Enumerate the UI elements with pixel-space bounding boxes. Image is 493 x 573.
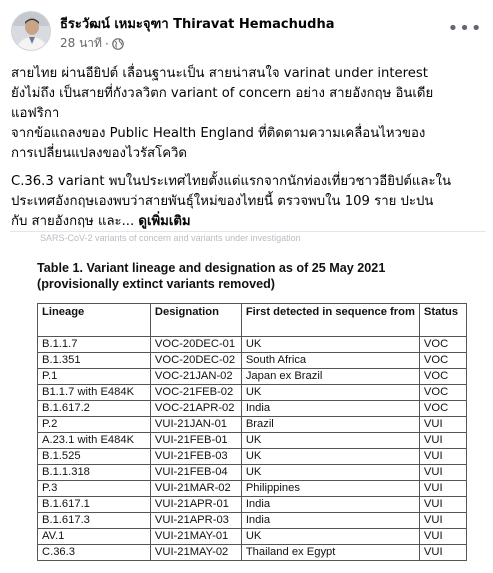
table-row bbox=[38, 337, 467, 353]
post-text-line-last bbox=[11, 212, 485, 232]
post-text-line: จากข้อแถลงของ Public Health England ที่ติดตามความเคลื่อนไหวของ bbox=[11, 126, 426, 141]
post-paragraph-1 bbox=[11, 64, 485, 164]
cell-status: VUI bbox=[419, 465, 466, 481]
cell-first-detected: Japan ex Brazil bbox=[241, 369, 419, 385]
cell-designation: VOC-21APR-02 bbox=[150, 401, 241, 417]
cell-designation: VUI-21FEB-01 bbox=[150, 433, 241, 449]
post-image[interactable] bbox=[10, 231, 486, 573]
profile-photo bbox=[12, 12, 51, 51]
post-paragraph-2 bbox=[11, 172, 485, 232]
table-row bbox=[38, 529, 467, 545]
author-name[interactable]: ธีระวัฒน์ เหมะจุฑา Thiravat Hemachudha bbox=[60, 17, 335, 32]
image-faded-heading: SARS-CoV-2 variants of concern and variants under investigation bbox=[40, 233, 301, 243]
post-text-line: การเปลี่ยนแปลงของไวรัสโควิด bbox=[11, 146, 187, 161]
cell-status: VUI bbox=[419, 449, 466, 465]
cell-first-detected: UK bbox=[241, 449, 419, 465]
cell-lineage: B.1.351 bbox=[38, 353, 151, 369]
cell-lineage: B1.1.7 with E484K bbox=[38, 385, 151, 401]
cell-first-detected: India bbox=[241, 497, 419, 513]
table-body bbox=[38, 337, 467, 561]
table-title: Table 1. Variant lineage and designation as of 25 May 2021 (provisionally extinct variants removed) bbox=[37, 261, 386, 291]
cell-designation: VUI-21MAY-01 bbox=[150, 529, 241, 545]
cell-status: VUI bbox=[419, 433, 466, 449]
table-row bbox=[38, 353, 467, 369]
globe-icon[interactable] bbox=[112, 38, 124, 50]
post-meta bbox=[60, 34, 124, 53]
post-text-line: ประเทศอังกฤษเองพบว่าสายพันธุ์ใหม่ของไทยนี้ ตรวจพบใน 109 ราย ปะปน bbox=[11, 194, 434, 209]
cell-lineage: A.23.1 with E484K bbox=[38, 433, 151, 449]
column-header-lineage: Lineage bbox=[38, 304, 151, 337]
cell-first-detected: UK bbox=[241, 529, 419, 545]
table-row bbox=[38, 417, 467, 433]
cell-lineage: P.3 bbox=[38, 481, 151, 497]
cell-lineage: B.1.617.2 bbox=[38, 401, 151, 417]
post-text-tail: กับ สายอังกฤษ และ... bbox=[11, 214, 139, 229]
cell-first-detected: South Africa bbox=[241, 353, 419, 369]
post-text-line: C.36.3 variant พบในประเทศไทยตั้งแต่แรกจากนักท่องเที่ยวชาวอียิปต์และใน bbox=[11, 174, 452, 189]
avatar[interactable] bbox=[11, 11, 51, 51]
table-row bbox=[38, 497, 467, 513]
cell-status: VOC bbox=[419, 353, 466, 369]
column-header-status: Status bbox=[419, 304, 466, 337]
cell-status: VUI bbox=[419, 545, 466, 561]
column-header-first-detected: First detected in sequence from bbox=[241, 304, 419, 337]
cell-first-detected: UK bbox=[241, 337, 419, 353]
post-text bbox=[11, 64, 485, 240]
cell-first-detected: UK bbox=[241, 465, 419, 481]
cell-lineage: P.1 bbox=[38, 369, 151, 385]
cell-lineage: AV.1 bbox=[38, 529, 151, 545]
cell-designation: VUI-21JAN-01 bbox=[150, 417, 241, 433]
cell-status: VOC bbox=[419, 401, 466, 417]
meta-separator: · bbox=[104, 36, 109, 51]
column-header-designation: Designation bbox=[150, 304, 241, 337]
cell-status: VUI bbox=[419, 417, 466, 433]
post-text-line: แอฟริกา bbox=[11, 106, 60, 121]
post-timestamp[interactable]: 28 นาที bbox=[60, 36, 102, 50]
cell-status: VUI bbox=[419, 513, 466, 529]
table-row bbox=[38, 401, 467, 417]
table-row bbox=[38, 449, 467, 465]
cell-first-detected: UK bbox=[241, 385, 419, 401]
cell-lineage: C.36.3 bbox=[38, 545, 151, 561]
cell-first-detected: Brazil bbox=[241, 417, 419, 433]
cell-designation: VOC-20DEC-01 bbox=[150, 337, 241, 353]
see-more-link[interactable]: ดูเพิ่มเติม bbox=[138, 214, 191, 229]
table-row bbox=[38, 481, 467, 497]
cell-designation: VOC-20DEC-02 bbox=[150, 353, 241, 369]
cell-status: VOC bbox=[419, 337, 466, 353]
variant-table bbox=[37, 303, 467, 561]
table-row bbox=[38, 385, 467, 401]
cell-first-detected: India bbox=[241, 513, 419, 529]
more-options-button[interactable]: ••• bbox=[447, 17, 483, 39]
cell-designation: VUI-21APR-01 bbox=[150, 497, 241, 513]
cell-designation: VUI-21FEB-03 bbox=[150, 449, 241, 465]
cell-status: VUI bbox=[419, 529, 466, 545]
table-row bbox=[38, 369, 467, 385]
cell-designation: VOC-21FEB-02 bbox=[150, 385, 241, 401]
table-row bbox=[38, 545, 467, 561]
table-header-row bbox=[38, 304, 467, 337]
cell-first-detected: India bbox=[241, 401, 419, 417]
post-text-line: ยังไม่ถึง เป็นสายที่กังวลวิตก variant of concern อย่าง สายอังกฤษ อินเดีย bbox=[11, 86, 434, 101]
cell-designation: VOC-21JAN-02 bbox=[150, 369, 241, 385]
cell-first-detected: Thailand ex Egypt bbox=[241, 545, 419, 561]
post-header bbox=[0, 0, 493, 58]
cell-first-detected: Philippines bbox=[241, 481, 419, 497]
cell-designation: VUI-21MAR-02 bbox=[150, 481, 241, 497]
cell-status: VOC bbox=[419, 369, 466, 385]
table-row bbox=[38, 433, 467, 449]
cell-first-detected: UK bbox=[241, 433, 419, 449]
cell-designation: VUI-21MAY-02 bbox=[150, 545, 241, 561]
cell-lineage: B.1.617.1 bbox=[38, 497, 151, 513]
cell-lineage: B.1.525 bbox=[38, 449, 151, 465]
table-row bbox=[38, 513, 467, 529]
post-text-line: สายไทย ผ่านอียิปต์ เลื่อนฐานะเป็น สายน่าสนใจ varinat under interest bbox=[11, 66, 428, 81]
table-row bbox=[38, 465, 467, 481]
cell-lineage: B.1.1.7 bbox=[38, 337, 151, 353]
cell-status: VUI bbox=[419, 481, 466, 497]
cell-lineage: B.1.1.318 bbox=[38, 465, 151, 481]
cell-designation: VUI-21FEB-04 bbox=[150, 465, 241, 481]
cell-lineage: B.1.617.3 bbox=[38, 513, 151, 529]
cell-status: VOC bbox=[419, 385, 466, 401]
cell-status: VUI bbox=[419, 497, 466, 513]
cell-lineage: P.2 bbox=[38, 417, 151, 433]
cell-designation: VUI-21APR-03 bbox=[150, 513, 241, 529]
